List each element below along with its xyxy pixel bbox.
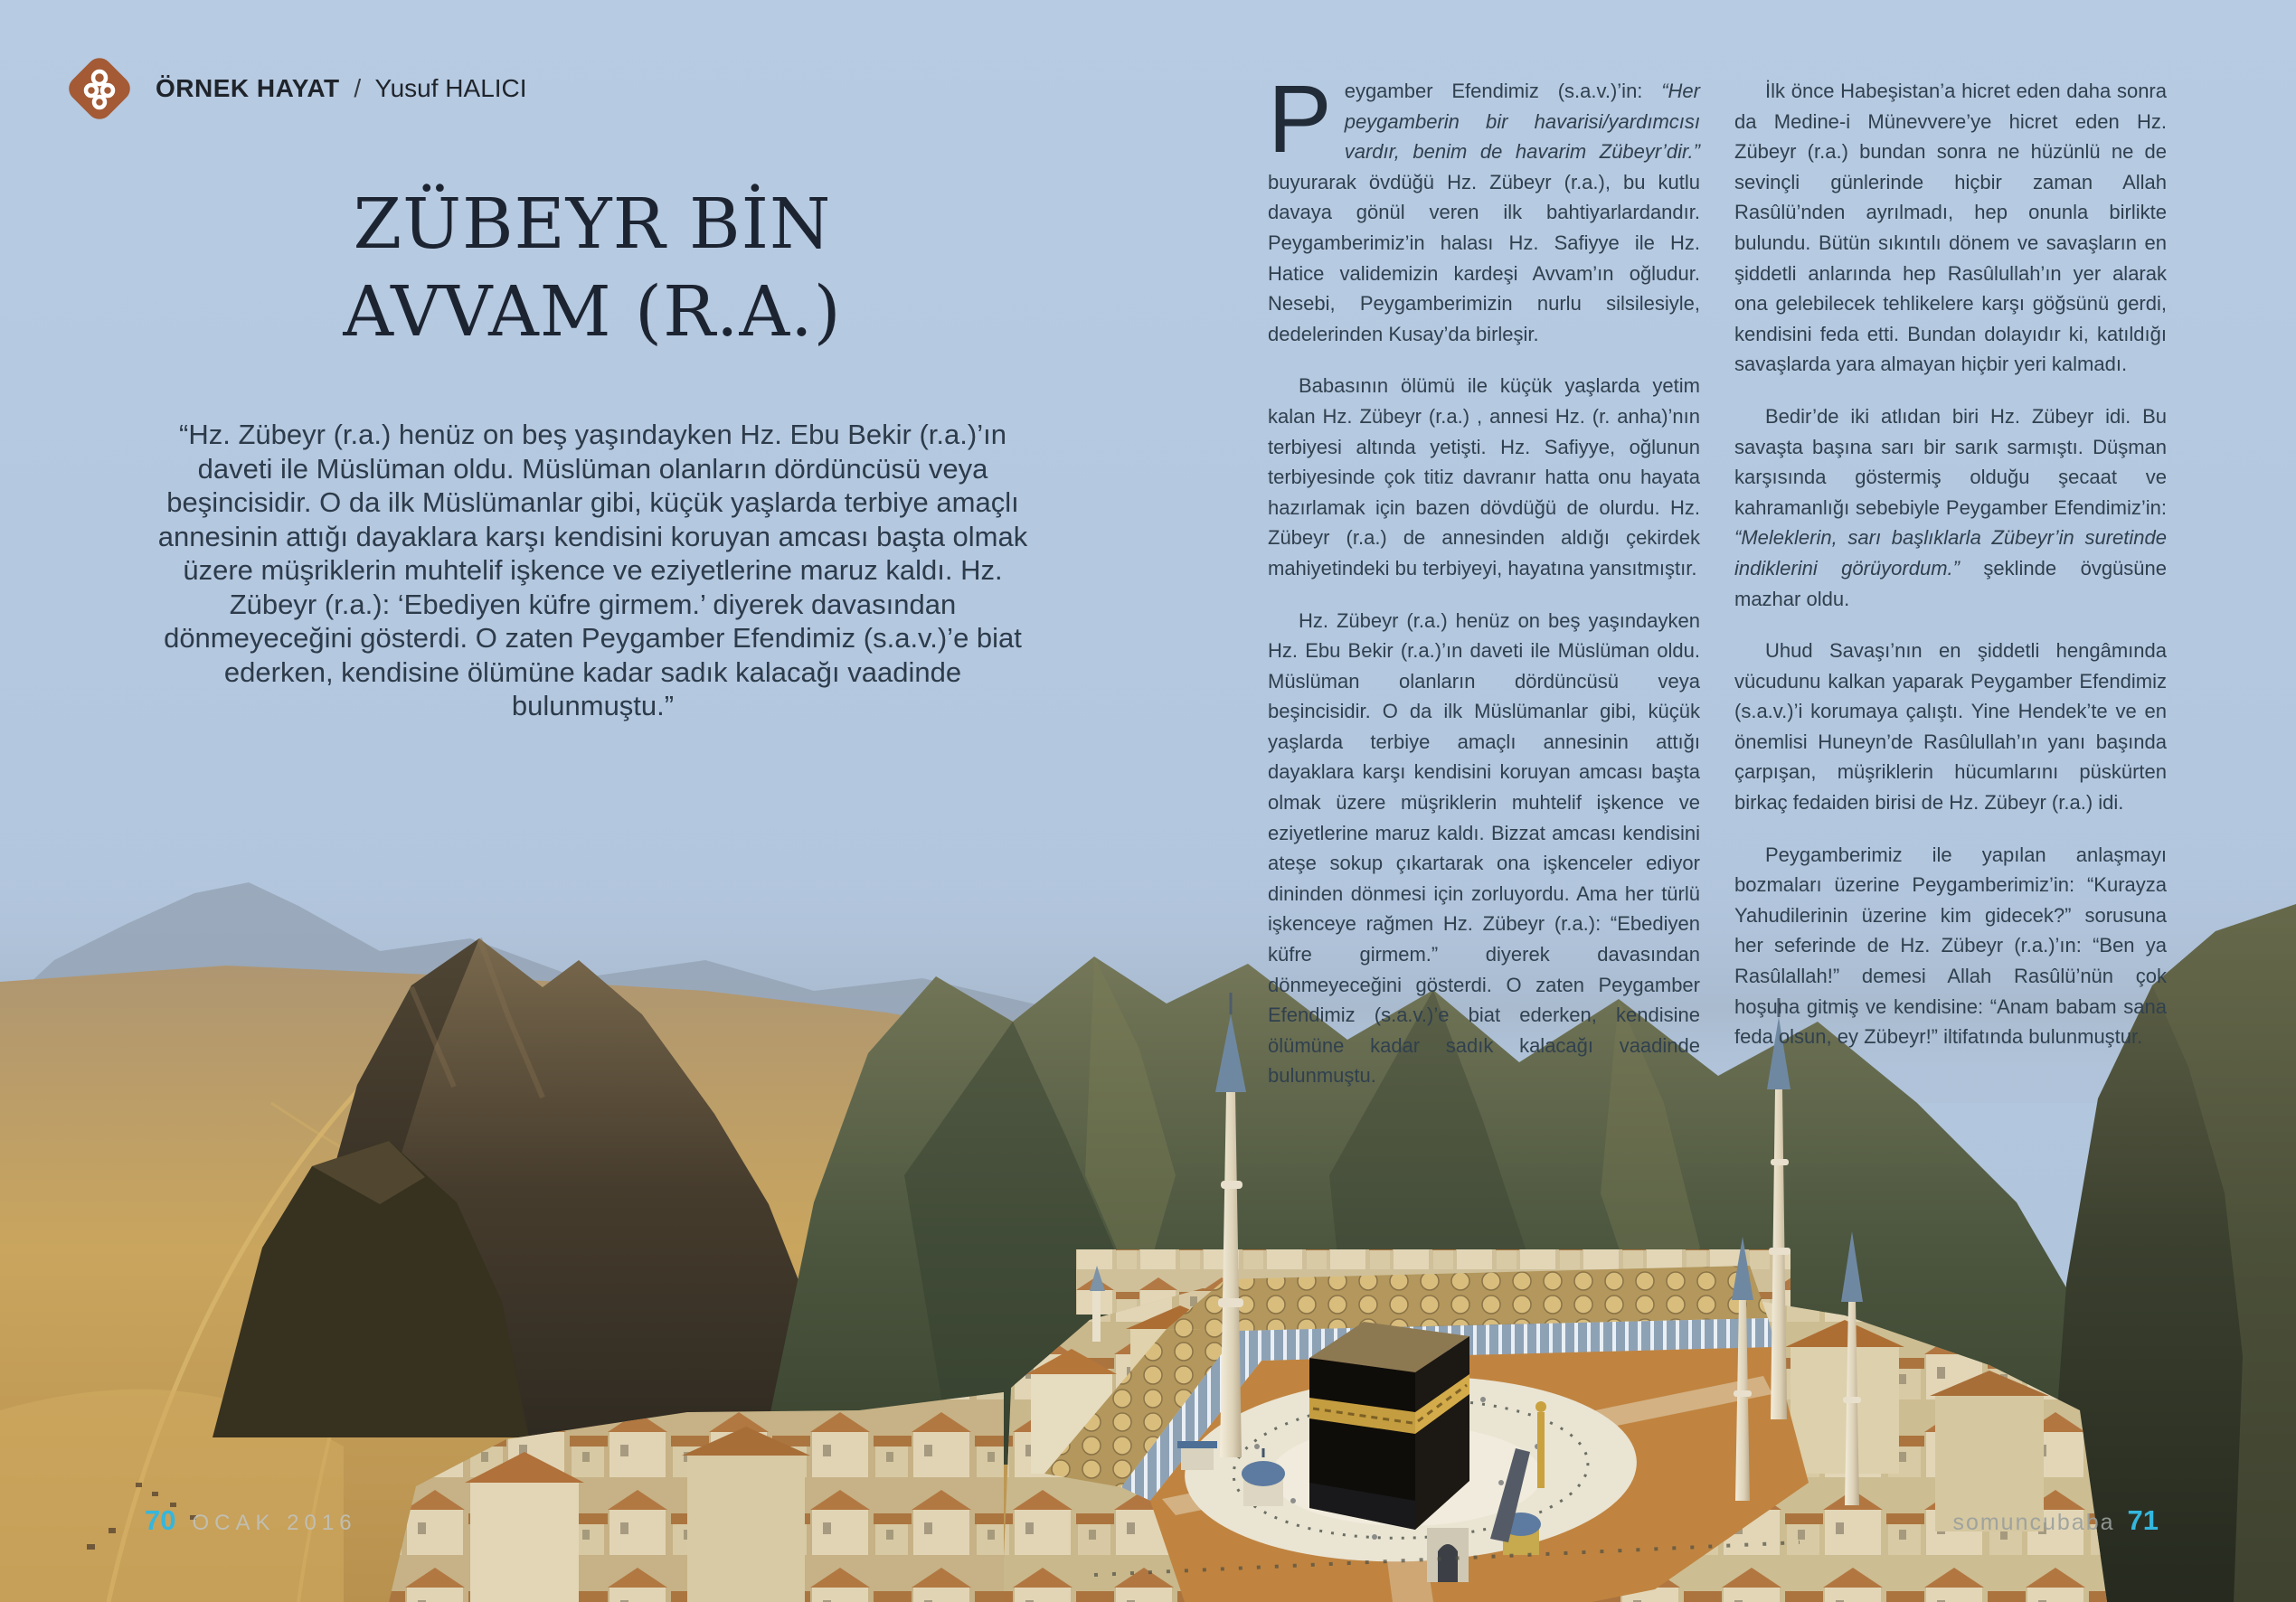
magazine-label: somuncubaba [1952, 1510, 2115, 1535]
right-page-number: 71 [2127, 1504, 2159, 1536]
left-page-number: 70 [145, 1504, 176, 1536]
body-paragraph: İlk önce Habeşistan’a hicret eden daha sonra da Medine-i Münevvere’ye hicret eden Hz. Zübeyr (r.a.) bundan sonra ne hüzünlü ne de sevinçli günlerinde hiçbir zaman Allah Rasûlü’nden ayrılmadı, hep onunla birlikte bulundu. Bütün sıkıntılı dönem ve savaşların en şiddetli anlarında hep Rasûlullah’ın yer alarak ona gelebilecek tehlikelere karşı göğsünü gerdi, kendisini feda etti. Bundan dolayıdır ki, katıldığı savaşlarda yara almayan hiçbir yeri kalmadı. [1734, 80, 2167, 376]
footer-left [145, 1504, 357, 1537]
article-title [99, 181, 1085, 356]
body-paragraph: Peygamberimiz ile yapılan anlaşmayı bozmaları üzerine Peygamberimiz’in: “Kurayza Yahudilerinin üzerine kim gidecek?” sorusuna her seferinde de Hz. Zübeyr (r.a.)’ın: “Ben ya Rasûlallah!” demesi Allah Rasûlü’nün çok hoşuna gitmiş ve kendisine: “Anam babam sana feda olsun, ey Zübeyr!” iltifatında bulunmuştur. [1734, 843, 2167, 1049]
author-name: Yusuf HALICI [374, 74, 527, 102]
body-paragraph: Hz. Zübeyr (r.a.) henüz on beş yaşındayken Hz. Ebu Bekir (r.a.)’ın daveti ile Müslüman oldu. Müslüman olanların dördüncüsü veya beşincisidir. O da ilk Müslümanlar gibi, küçük yaşlarda terbiye amaçlı annesinin attığı dayaklara karşı kendisini koruyan amcası başta olmak üzere müşriklerin muhtelif işkence ve eziyetlerine maruz kaldı. Bizzat amcası kendisini ateşe sokup çıkartarak ona işkenceler ediyor dininden dönmesi için zorluyordu. Ama her türlü işkenceye rağmen Hz. Zübeyr (r.a.): “Ebediyen küfre girmem.” diyerek davasından dönmeyeceğini gösterdi. O zaten Peygamber Efendimiz (s.a.v.)’e biat ederken, kendisine ölümüne kadar sadık kalacağı vaadinde bulunmuştu. [1268, 608, 1700, 1088]
page-header [61, 51, 527, 127]
header-text [156, 74, 527, 103]
article-title-line1: ZÜBEYR BİN [353, 184, 832, 265]
header-separator: / [354, 74, 362, 102]
article-title-line2: AVVAM (R.A.) [343, 272, 842, 353]
section-label: ÖRNEK HAYAT [156, 74, 340, 102]
drop-cap: P [1268, 66, 1332, 173]
article-body [1268, 66, 2167, 1113]
issue-label: OCAK 2016 [192, 1511, 357, 1535]
footer-right [1952, 1504, 2159, 1537]
body-paragraph: Uhud Savaşı’nın en şiddetli hengâmında vücudunu kalkan yaparak Peygamber Efendimiz (s.a.v.)’i korumaya çalıştı. Yine Hendek’te ve en önemlisi Huneyn’de Rasûlullah’ın yanı başında çarpışan, müşriklerin hücumlarını püskürten birkaç fedaiden birisi de Hz. Zübeyr (r.a.) idi. [1734, 639, 2167, 815]
diamond-ornament-icon [61, 51, 137, 127]
kaaba [1309, 1322, 1469, 1530]
body-paragraph: Peygamber Efendimiz (s.a.v.)’in: “Her peygamberin bir havarisi/yardımcısı vardır, benim de havarim Zübeyr’dir.” buyurarak övdüğü Hz. Zübeyr (r.a.), bu kutlu davaya gönül veren ilk bahtiyarlardandır. Peygamberimiz’in halası Hz. Safiyye ile Hz. Hatice validemizin kardeşi Avvam’ın oğludur. Nesebi, Peygamberimizin nurlu silsilesiyle, dedelerinden Kusay’da birleşir. [1268, 66, 1700, 345]
body-column-2 [1734, 76, 2167, 1113]
body-paragraph: Babasının ölümü ile küçük yaşlarda yetim kalan Hz. Zübeyr (r.a.) , annesi Hz. (r. anha)’nın terbiyesi altında yetişti. Hz. Safiyye, oğlunun terbiyesinde çok titiz davranır hatta onu hayata hazırlamak için bazen dövdüğü de olurdu. Hz. Zübeyr (r.a.) de annesinden aldığı çekirdek mahiyetindeki bu terbiyeyi, hayatına yansıtmıştır. [1268, 374, 1700, 580]
body-paragraph: Bedir’de iki atlıdan biri Hz. Zübeyr idi. Bu savaşta başına sarı bir sarık sarmıştı. Düşman karşısında göstermiş olduğu şecaat ve kahramanlığı sebebiyle Peygamber Efendimiz’in: “Meleklerin, sarı başlıklarla Zübeyr’in suretinde indiklerini görüyordum.” şeklinde övgüsüne mazhar oldu. [1734, 404, 2167, 610]
intro-quote: “Hz. Zübeyr (r.a.) henüz on beş yaşındayken Hz. Ebu Bekir (r.a.)’ın daveti ile Müslüman oldu. Müslüman olanların dördüncüsü veya beşincisidir. O da ilk Müslümanlar gibi, küçük yaşlarda terbiye amaçlı annesinin attığı dayaklara karşı kendisini koruyan amcası başta olmak üzere müşriklerin muhtelif işkence ve eziyetlerine maruz kaldı. Hz. Zübeyr (r.a.): ‘Ebediyen küfre girmem.’ diyerek davasından dönmeyeceğini gösterdi. O zaten Peygamber Efendimiz (s.a.v.)’e biat ederken, kendisine ölümüne kadar sadık kalacağı vaadinde bulunmuştu.” [157, 419, 1028, 721]
body-column-1 [1268, 66, 1700, 1113]
